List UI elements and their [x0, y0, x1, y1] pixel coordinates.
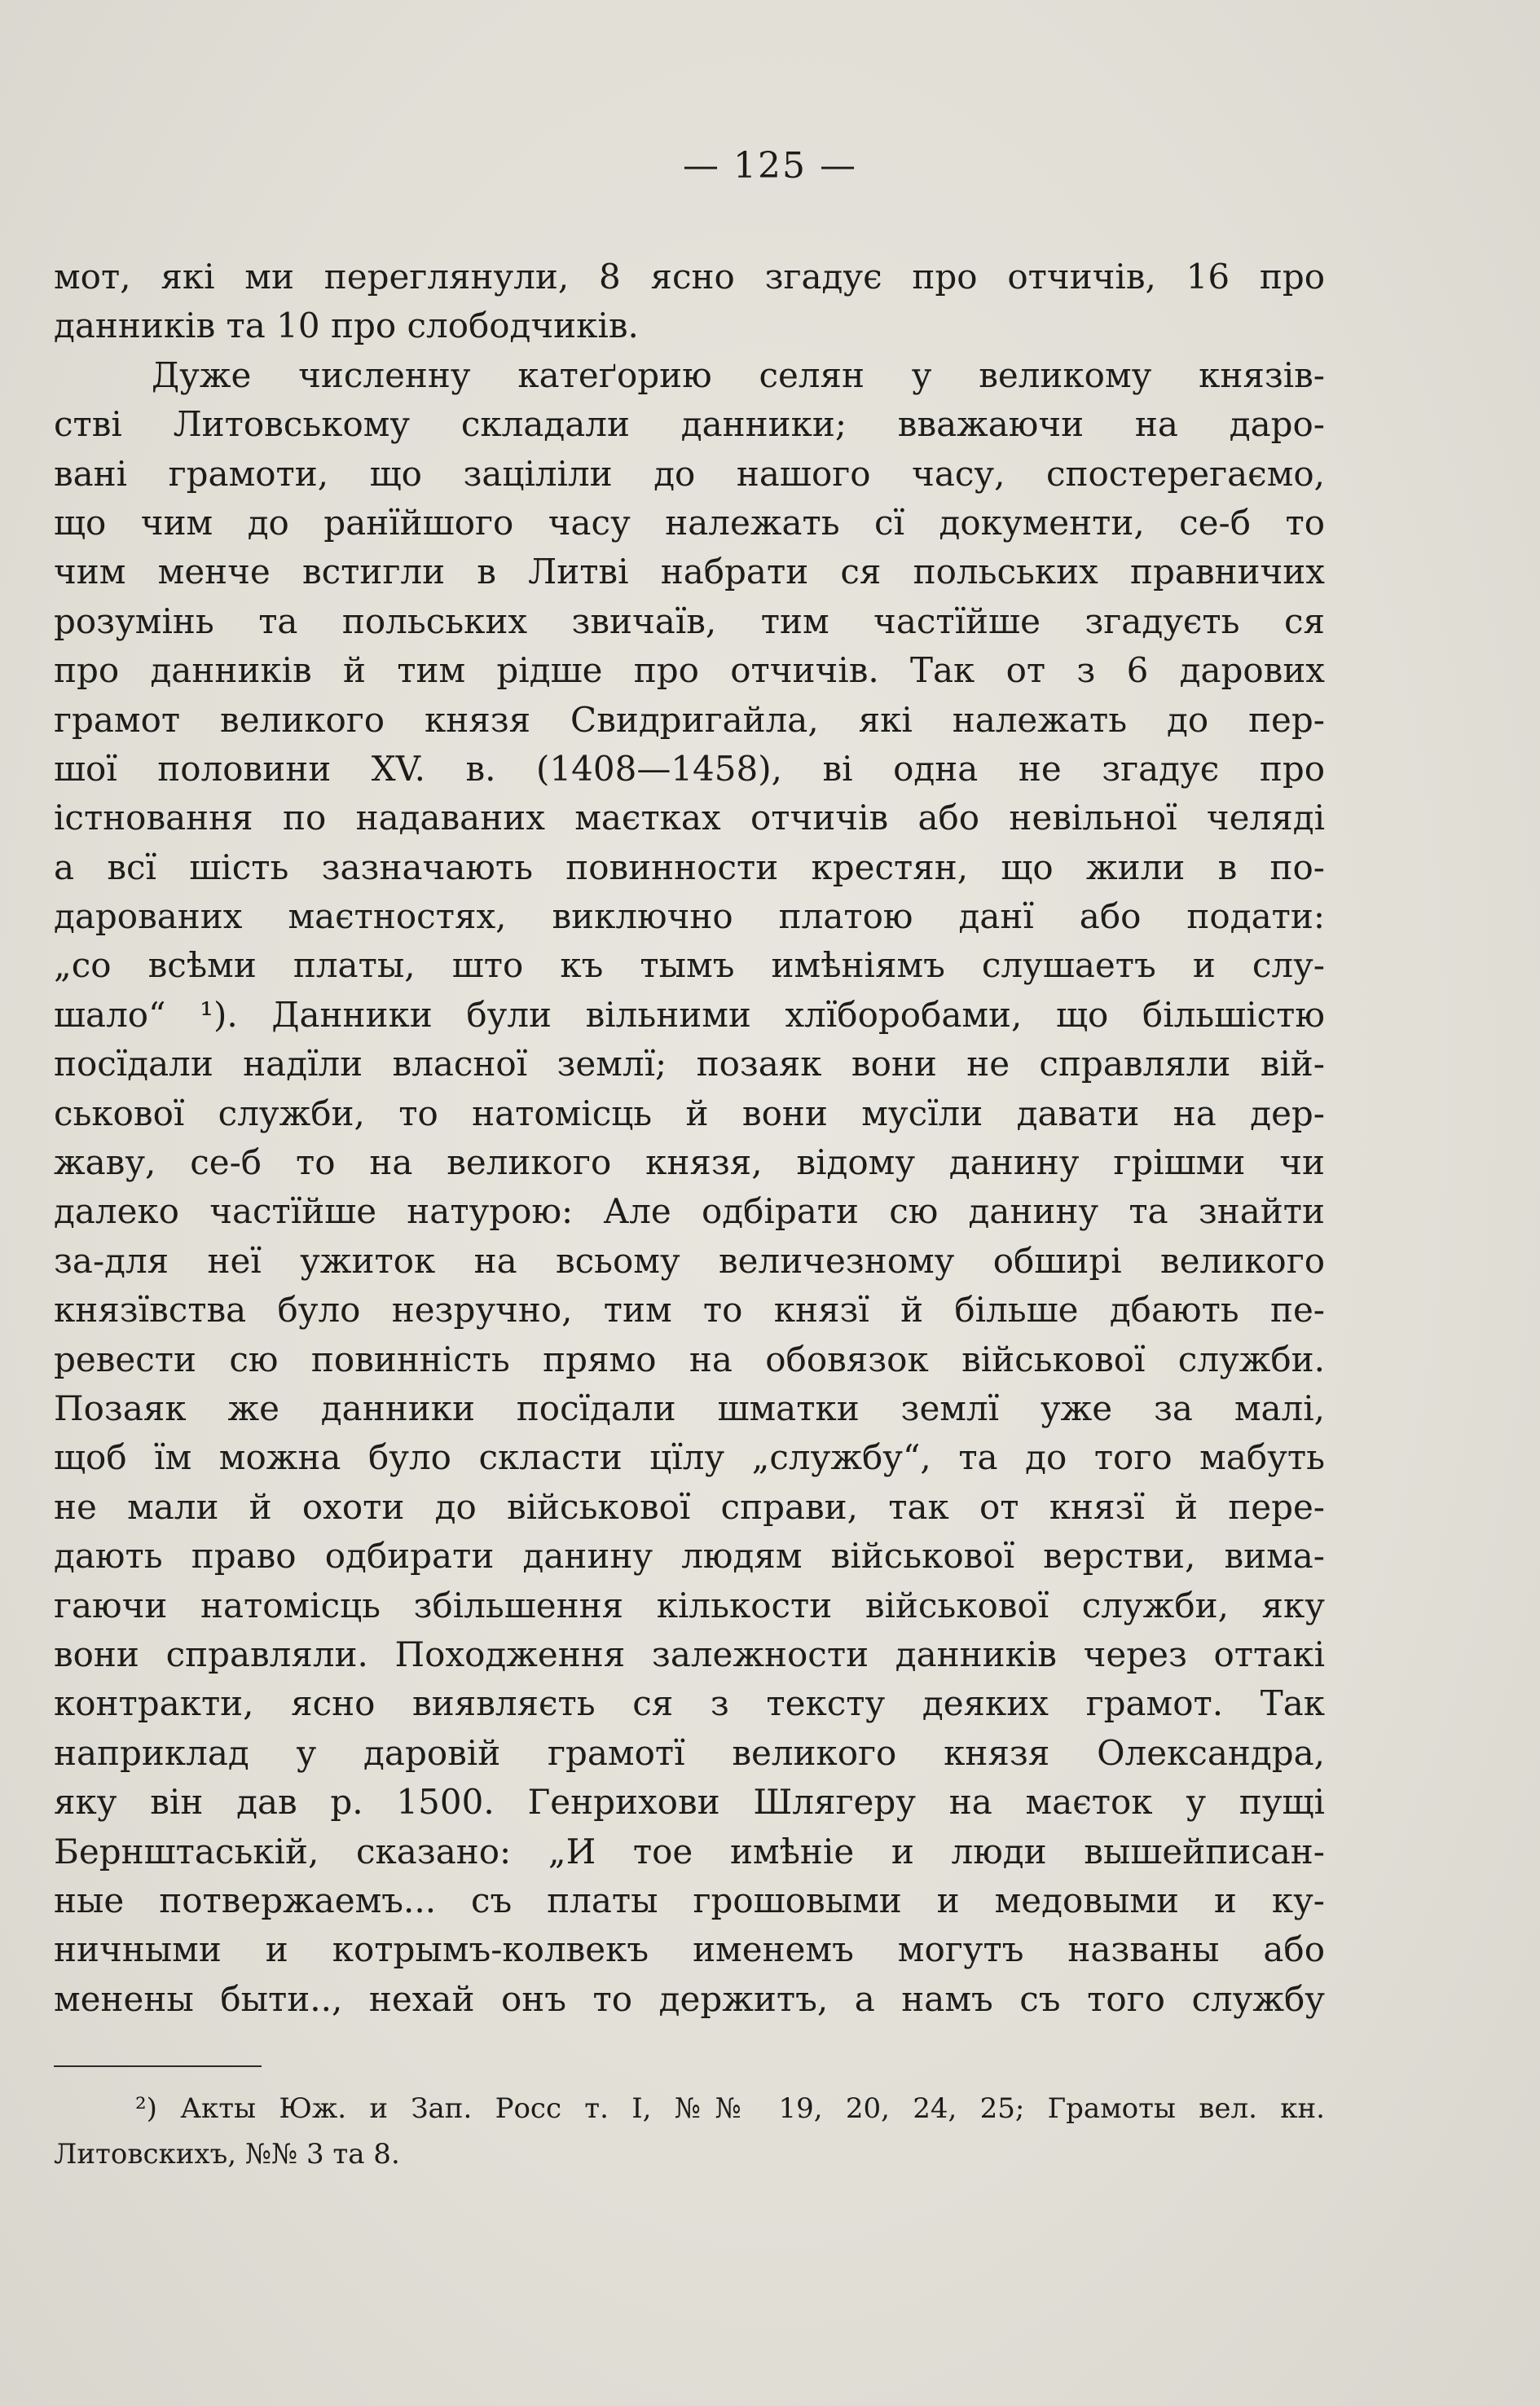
text-line: Позаяк же данники посїдали шматки землї уже за малі,	[54, 1388, 1325, 1428]
text-line: а всї шість зазначають повинности крестян, що жили в по-	[54, 847, 1325, 887]
text-line: дають право одбирати данину людям військової верстви, вима-	[54, 1536, 1325, 1577]
text-line: ничными и котрымъ-колвекъ именемъ могутъ названы або	[54, 1929, 1325, 1970]
text-line: за-для неї ужиток на всьому величезному обширі великого	[54, 1240, 1325, 1281]
text-line: вані грамоти, що заціліли до нашого часу, спостерегаємо,	[54, 453, 1325, 494]
footnotes	[54, 2086, 1325, 2177]
text-line: Бернштаській, сказано: „И тое имѣніе и люди вышейписан-	[54, 1831, 1325, 1872]
text-line: гаючи натомісць збільшення кількости військової служби, яку	[54, 1585, 1325, 1625]
text-line: Дуже численну катеґорию селян у великому князів-	[152, 354, 1325, 395]
text-line: жаву, се-б то на великого князя, відому данину грішми чи	[54, 1142, 1325, 1183]
text-line: чим менче встигли в Литві набрати ся польських правничих	[54, 552, 1325, 592]
text-line: що чим до ранїйшого часу належать сї документи, се-б то	[54, 502, 1325, 543]
body-text	[54, 253, 1325, 2024]
footnote-line: Литовскихъ, №№ 3 та 8.	[54, 2138, 400, 2171]
text-line: данників та 10 про слободчиків.	[54, 306, 639, 346]
text-line: ревести сю повинність прямо на обовязок військової служби.	[54, 1339, 1325, 1379]
text-line: не мали й охоти до військової справи, так от князї й пере-	[54, 1486, 1325, 1527]
text-line: розумінь та польських звичаїв, тим частїйше згадуєть ся	[54, 600, 1325, 641]
text-line: вони справляли. Походження залежности данників через оттакі	[54, 1634, 1325, 1674]
text-line: шої половини XV. в. (1408—1458), ві одна не згадує про	[54, 748, 1325, 789]
text-line: про данників й тим рідше про отчичів. Так от з 6 дарових	[54, 650, 1325, 691]
text-line: посїдали надїли власної землї; позаяк вони не справляли вій-	[54, 1044, 1325, 1084]
page-number: — 125 —	[683, 145, 857, 187]
text-line: князївства було незручно, тим то князї й більше дбають пе-	[54, 1290, 1325, 1331]
text-line: дарованих маєтностях, виключно платою данї або подати:	[54, 896, 1325, 937]
footnote-divider	[54, 2065, 262, 2067]
text-line: ные потвержаемъ... съ платы грошовыми и медовыми и ку-	[54, 1880, 1325, 1920]
text-line: далеко частїйше натурою: Але одбірати сю данину та знайти	[54, 1191, 1325, 1232]
text-line: щоб їм можна було скласти цїлу „службу“, та до того мабуть	[54, 1437, 1325, 1478]
text-line: контракти, ясно виявляєть ся з тексту деяких грамот. Так	[54, 1683, 1325, 1724]
text-line: яку він дав р. 1500. Генрихови Шлягеру на маєток у пущі	[54, 1782, 1325, 1823]
text-line: „со всѣми платы, што къ тымъ имѣніямъ слушаетъ и слу-	[54, 945, 1325, 986]
text-line: менены быти.., нехай онъ то держитъ, а намъ съ того службу	[54, 1978, 1325, 2019]
text-line: шало“ ¹). Данники були вільними хлїборобами, що більшістю	[54, 994, 1325, 1035]
text-line: грамот великого князя Свидригайла, які належать до пер-	[54, 699, 1325, 740]
text-line: ськової служби, то натомісць й вони мусїли давати на дер-	[54, 1093, 1325, 1133]
text-line: стві Литовському складали данники; вважаючи на даро-	[54, 404, 1325, 445]
text-line: наприклад у даровій грамотї великого князя Олександра,	[54, 1732, 1325, 1773]
text-line: мот, які ми переглянули, 8 ясно згадує про отчичів, 16 про	[54, 257, 1325, 297]
text-line: істновання по надаваних маєтках отчичів або невільної челяді	[54, 798, 1325, 838]
footnote-line: ²) Акты Юж. и Зап. Росс т. I, №№ 19, 20, 24, 25; Грамоты вел. кн.	[135, 2092, 1325, 2125]
